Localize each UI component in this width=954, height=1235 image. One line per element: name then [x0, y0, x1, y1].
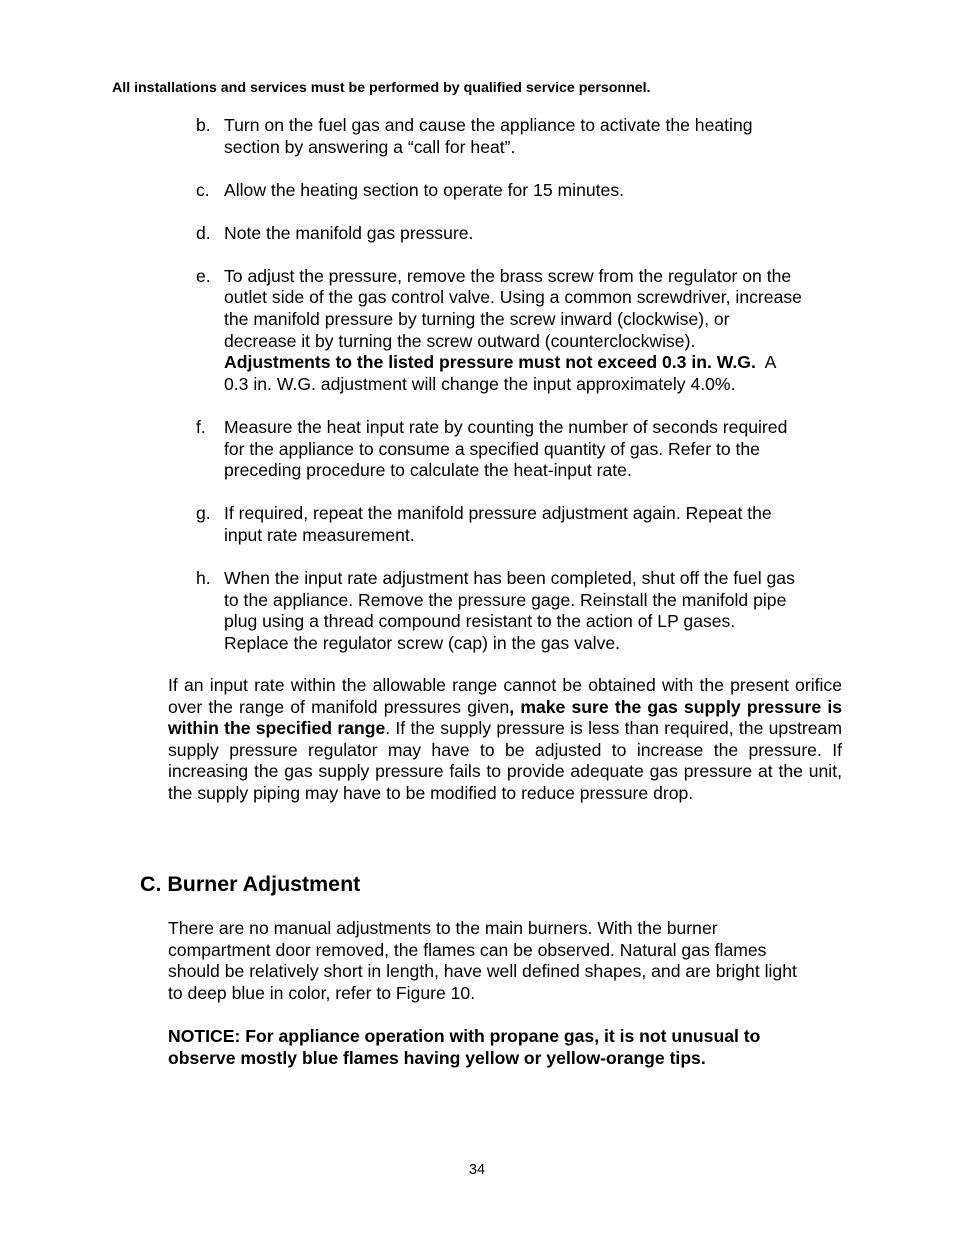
page-header: All installations and services must be performed by qualified service personnel.	[112, 80, 651, 96]
text-line: preceding procedure to calculate the heat-input rate.	[224, 460, 632, 481]
step-text	[224, 115, 844, 158]
text-line: Replace the regulator screw (cap) in the gas valve.	[224, 632, 621, 653]
step-marker: b.	[196, 115, 211, 135]
step-text	[224, 417, 844, 482]
text-line: input rate measurement.	[224, 524, 415, 545]
text-fragment: A	[764, 352, 777, 373]
text-line: plug using a thread compound resistant to the action of LP gases.	[224, 611, 736, 632]
text-line: 0.3 in. W.G. adjustment will change the input approximately 4.0%.	[224, 373, 736, 394]
list-item	[196, 223, 844, 245]
text-line: To adjust the pressure, remove the brass screw from the regulator on the	[224, 265, 792, 286]
text-line: When the input rate adjustment has been completed, shut off the fuel gas	[224, 567, 795, 588]
text-line: decrease it by turning the screw outward (counterclockwise).	[224, 330, 696, 351]
procedure-steps	[196, 115, 844, 676]
warning-line	[224, 352, 844, 374]
text-line: If required, repeat the manifold pressure adjustment again. Repeat the	[224, 503, 772, 524]
text-line: Note the manifold gas pressure.	[224, 222, 474, 243]
step-marker: f.	[196, 416, 206, 437]
propane-notice	[168, 1026, 842, 1069]
text-fragment: . If the supply pressure is less than required, the upstream supply pressure regulator may have to be adjusted to increase the pressure. If increasing the gas supply pressure fails to provide adequate gas pressure at the unit, the supply piping may have to be modified to reduce pressure drop.	[168, 718, 842, 803]
text-line: Allow the heating section to operate for 15 minutes.	[224, 179, 625, 200]
text-line: the manifold pressure by turning the screw inward (clockwise), or	[224, 309, 730, 330]
text-line: outlet side of the gas control valve. Using a common screwdriver, increase	[224, 287, 802, 308]
step-text	[224, 180, 844, 202]
list-item	[196, 115, 844, 158]
text-line: section by answering a “call for heat”.	[224, 136, 516, 157]
list-item	[196, 417, 844, 482]
step-text	[224, 223, 844, 245]
step-marker: e.	[196, 265, 211, 286]
step-text	[224, 503, 844, 546]
text-line: NOTICE: For appliance operation with propane gas, it is not unusual to	[168, 1026, 761, 1046]
text-line: to deep blue in color, refer to Figure 10.	[168, 982, 476, 1003]
text-line: to the appliance. Remove the pressure gage. Reinstall the manifold pipe	[224, 589, 787, 610]
text-line: for the appliance to consume a specified quantity of gas. Refer to the	[224, 438, 760, 459]
list-item	[196, 568, 844, 654]
text-line: observe mostly blue flames having yellow or yellow-orange tips.	[168, 1047, 706, 1068]
step-marker: d.	[196, 222, 211, 243]
step-marker: h.	[196, 567, 211, 588]
supply-pressure-emphasis: , make sure the gas supply pressure is within the specified range	[168, 696, 842, 739]
text-line: Turn on the fuel gas and cause the appliance to activate the heating	[224, 115, 753, 135]
list-item	[196, 503, 844, 546]
page-number: 34	[468, 1162, 486, 1178]
pressure-limit-warning: Adjustments to the listed pressure must not exceed 0.3 in. W.G.	[224, 352, 756, 373]
text-line: should be relatively short in length, have well defined shapes, and are bright light	[168, 961, 797, 982]
burner-paragraph	[168, 918, 842, 1004]
step-marker: c.	[196, 179, 210, 200]
step-text	[224, 568, 844, 654]
step-text	[224, 266, 844, 396]
input-rate-paragraph	[168, 675, 842, 805]
text-line: There are no manual adjustments to the main burners. With the burner	[168, 918, 718, 938]
step-marker: g.	[196, 503, 211, 524]
text-line: Measure the heat input rate by counting the number of seconds required	[224, 416, 788, 437]
list-item	[196, 266, 844, 396]
list-item	[196, 180, 844, 202]
text-line: compartment door removed, the flames can be observed. Natural gas flames	[168, 939, 767, 960]
text-fragment: If an input rate within the allowable range cannot be obtained with the present orifice over the range of manifold pressures given	[168, 675, 842, 717]
section-heading: C. Burner Adjustment	[140, 872, 361, 896]
